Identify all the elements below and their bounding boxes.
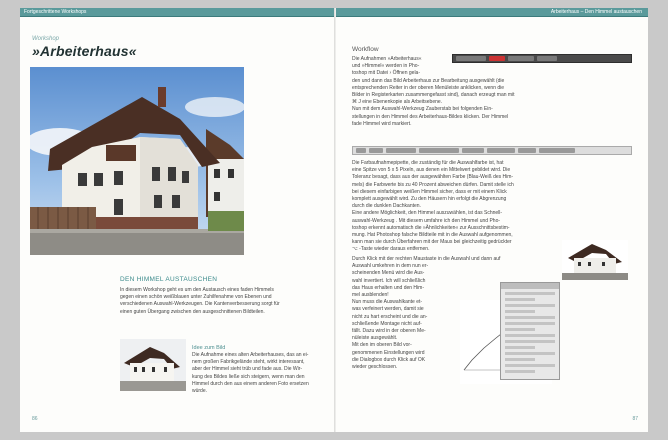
options-bar-screenshot	[352, 146, 632, 155]
text-line: Die Farbaufnahmepipette, die zuständig für die Auswahlfarbe ist, hat	[352, 160, 504, 166]
text-line: kann man sie durch Überfahren mit der Maus bei gleichzeitig gedrückter	[352, 239, 512, 246]
house-photo	[30, 67, 244, 255]
text-line: toshop erkennt automatisch die »Ähnlichkeiten« zur Ausschnittsbestim-	[352, 224, 510, 231]
text-line: toshop mit Datei › Öffnen gela-	[352, 70, 420, 77]
text-line: wieder geschlossen.	[352, 364, 398, 371]
workflow-para-3	[352, 256, 501, 371]
text-line: Eine andere Möglichkeit, den Himmel auszuwählen, ist das Schnell-	[352, 210, 503, 217]
left-header	[20, 8, 336, 17]
text-line: Bilder in Registerkarten zusammengefasst sind), danach erzeugt man mit	[352, 92, 515, 99]
thumb-heading: Idee zum Bild	[192, 345, 226, 351]
text-line: das Haus erhalten und den Him-	[352, 284, 424, 291]
text-line: Die Aufnahmen »Arbeiterhaus«	[352, 56, 422, 62]
right-page	[336, 8, 648, 432]
text-line: durch die dunklen Dachkanten.	[352, 203, 421, 210]
section-line: verschiedenen Auswahl-Werkzeugen. Die Kantenverbesserung sorgt für	[120, 301, 280, 308]
text-line: schließende Montage nicht auf-	[352, 320, 422, 327]
text-line: Mit den im oberen Bild vor-	[352, 342, 412, 349]
right-header	[336, 8, 648, 17]
workshop-title: »Arbeiterhaus«	[32, 43, 137, 59]
text-line: ⌘ J eine Ebenenkopie als Arbeitsebene.	[352, 99, 443, 106]
text-line: wahl invertiert. Ich will schließlich	[352, 277, 426, 284]
text-line: fade Himmel wird markiert.	[352, 120, 412, 127]
text-line: scheinenden Menü wird die Aus-	[352, 270, 425, 277]
text-line: Nun mit dem Auswahl-Werkzeug Zauberstab bei folgenden Ein-	[352, 106, 493, 113]
text-line: genommenen Einstellungen wird	[352, 349, 425, 356]
thumb-line: kung des Bildes ließe sich steigern, wenn man den	[192, 373, 305, 380]
left-page-number: 86	[32, 416, 38, 422]
left-header-text: Fortgeschrittene Workshops	[24, 9, 87, 15]
thumbnail-photo	[120, 339, 186, 391]
workflow-para-1	[352, 56, 552, 128]
text-line: mel ausblenden!	[352, 292, 389, 299]
text-line: was verfeinert werden, damit sie	[352, 306, 424, 313]
text-line: fällt. Dazu wird in der oberen Me-	[352, 328, 426, 335]
section-line: gegen einen schön weißblauen unter Zuhilfenahme von Ebenen und	[120, 294, 272, 301]
text-line: ⌥ -Taste wieder daraus entfernen.	[352, 246, 430, 253]
text-line: mels) die Farbwerte bis zu 40 Prozent abweichen dürfen. Damit stelle ich	[352, 181, 514, 188]
thumb-body	[192, 352, 310, 395]
text-line: Durch Klick mit der rechten Maustaste in die Auswahl und dann auf	[352, 256, 501, 262]
section-heading: DEN HIMMEL AUSTAUSCHEN	[120, 276, 218, 283]
thumb-line: Die Aufnahme eines alten Arbeiterhauses, das an ei-	[192, 352, 309, 358]
thumb-line: nem großen Fabrikgelände steht, wirkt interessant,	[192, 359, 305, 366]
thumb-line: Himmel durch den aus einem anderen Foto ersetzen	[192, 380, 309, 387]
text-line: eine Spitze von 5 x 5 Pixeln, aus denen ein Mittelwert gebildet wird. Die	[352, 167, 511, 174]
text-line: stellungen in den Himmel des Arbeiterhaus-Bildes klicken. Der Himmel	[352, 113, 509, 120]
workshop-kicker: Workshop	[32, 36, 60, 42]
section-line: einen guten Übergang zwischen den ausgeschnittenen Bildteilen.	[120, 308, 265, 315]
thumb-line: aber der Himmel sieht trüb und fade aus. Die Wir-	[192, 366, 303, 373]
right-page-number: 87	[632, 416, 638, 422]
text-line: Nun muss die Auswahlkante et-	[352, 299, 423, 306]
text-line: Auswahl umkehren in dem nun er-	[352, 263, 429, 270]
text-line: die Dialogbox durch Klick auf OK	[352, 356, 426, 363]
text-line: komplett ausgewählt wird. Zu den Häusern hin erfolgt die Abgrenzung	[352, 196, 507, 203]
text-line: den und dann das Bild Arbeiterhaus zur Bearbeitung ausgewählt (die	[352, 77, 505, 84]
thumb-line: würde.	[192, 388, 208, 395]
text-line: mung. Hat Photoshop falsche Bildteile mit in die Auswahl aufgenommen,	[352, 232, 513, 239]
text-line: nicht zu hart erscheint und die an-	[352, 313, 428, 320]
right-header-text: Arbeiterhaus – Den Himmel austauschen	[550, 9, 642, 15]
text-line: auswahl-Werkzeug . Mit diesem umfahre ich den Himmel und Pho-	[352, 217, 501, 224]
section-body	[120, 287, 308, 316]
section-line: In diesem Workshop geht es um den Austausch eines faden Himmels	[120, 287, 274, 293]
text-line: entsprechenden Reiter in der oberen Menüleiste anklicken, wenn die	[352, 84, 505, 91]
text-line: Toleranz besagt, dass aus der ausgewählten Farbe (Blau-Weiß des Him-	[352, 174, 514, 181]
text-line: nüleiste ausgewählt.	[352, 335, 398, 342]
refine-edge-dialog	[500, 282, 560, 380]
text-line: bei diesem einfarbigen weißen Himmel sicher, dass er mit einem Klick	[352, 188, 507, 195]
workflow-heading: Workflow	[352, 46, 379, 53]
left-page	[20, 8, 336, 432]
text-line: und »Himmel« werden in Pho-	[352, 63, 420, 70]
